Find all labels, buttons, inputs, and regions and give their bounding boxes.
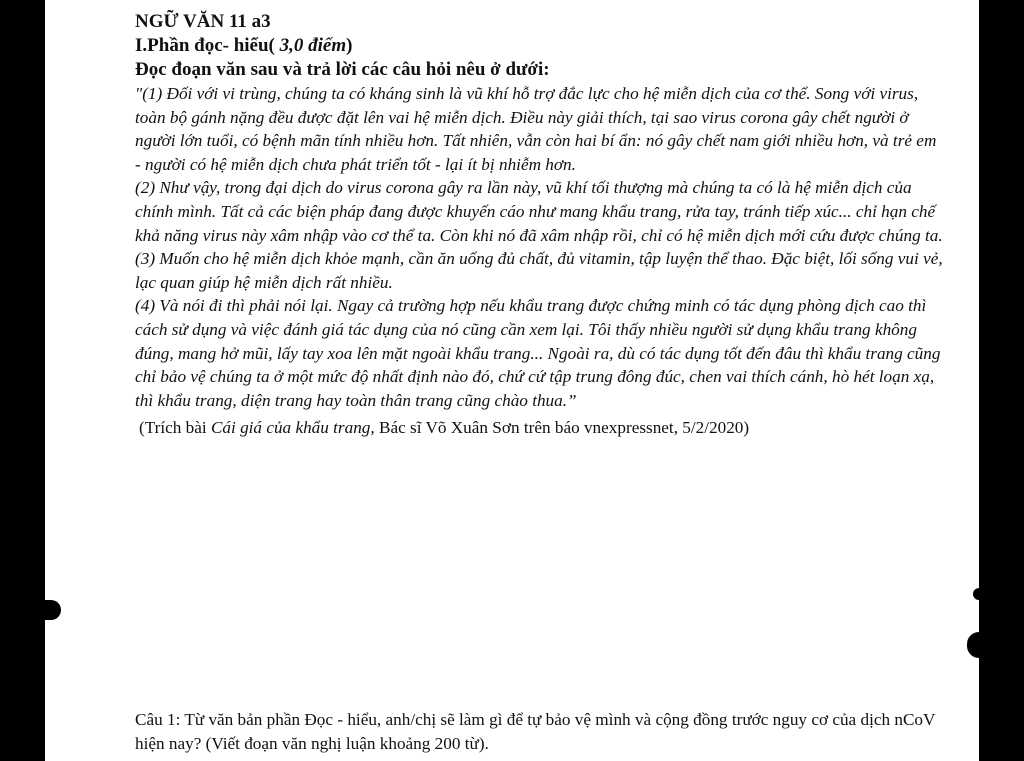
passage-paragraph-4: (4) Và nói đi thì phải nói lại. Ngay cả trường hợp nếu khẩu trang được chứng minh có tác dụng phòng dịch cao thì cách sử dụng và việc đánh giá tác dụng của nó cũng cần xem lại. Tôi thấy nhiều người sử dụng khẩu trang không đúng, mang hở mũi, lấy tay xoa lên mặt ngoài khẩu trang... Ngoài ra, dù có tác dụng tốt đến đâu thì khẩu trang cũng chỉ bảo vệ chúng ta ở một mức độ nhất định nào đó, chứ cứ tập trung đông đúc, chen vai thích cánh, hò hét loạn xạ, thì khẩu trang, diện trang hay toàn thân trang cũng chào thua.” bbox=[135, 296, 941, 410]
reading-instruction: Đọc đoạn văn sau và trả lời các câu hỏi nêu ở dưới: bbox=[135, 59, 550, 80]
section-label: I.Phần đọc- hiểu( bbox=[135, 35, 275, 56]
citation-prefix: (Trích bài bbox=[139, 418, 211, 438]
citation-suffix: Bác sĩ Võ Xuân Sơn trên báo vnexpressnet, 5/2/2020) bbox=[374, 418, 750, 438]
question-1: Câu 1: Từ văn bản phần Đọc - hiểu, anh/chị sẽ làm gì để tự bảo vệ mình và cộng đồng trước nguy cơ của dịch nCoV hiện nay? (Viết đoạn văn nghị luận khoảng 200 từ). bbox=[135, 710, 936, 753]
document-content bbox=[135, 10, 945, 440]
citation-work-title: Cái giá của khẩu trang, bbox=[210, 418, 375, 438]
section-heading bbox=[135, 34, 945, 58]
page-edge-notch bbox=[45, 600, 61, 620]
page-edge-notch bbox=[967, 632, 979, 658]
document-title: NGỮ VĂN 11 a3 bbox=[135, 11, 271, 32]
document-page bbox=[45, 0, 979, 761]
passage-paragraph-3: (3) Muốn cho hệ miễn dịch khỏe mạnh, cần ăn uống đủ chất, đủ vitamin, tập luyện thể thao. Đặc biệt, lối sống vui vẻ, lạc quan giúp hệ miễn dịch rất nhiều. bbox=[135, 249, 943, 292]
section-close: ) bbox=[346, 35, 353, 56]
page-edge-notch bbox=[973, 588, 979, 600]
section-score: 3,0 điểm bbox=[274, 35, 347, 56]
source-citation bbox=[139, 416, 945, 440]
passage-paragraph-1: "(1) Đối với vi trùng, chúng ta có kháng sinh là vũ khí hỗ trợ đắc lực cho hệ miễn dịch của cơ thể. Song với virus, toàn bộ gánh nặng đều được đặt lên vai hệ miễn dịch. Điều này giải thích, tại sao virus corona gây chết người ở người lớn tuổi, có bệnh mãn tính nhiều hơn. Tất nhiên, vẫn còn hai bí ẩn: nó gây chết nam giới nhiều hơn, và trẻ em - người có hệ miễn dịch chưa phát triển tốt - lại ít bị nhiễm hơn. bbox=[135, 84, 937, 174]
passage-paragraph-2: (2) Như vậy, trong đại dịch do virus corona gây ra lần này, vũ khí tối thượng mà chúng ta có là hệ miễn dịch của chính mình. Tất cả các biện pháp đang được khuyến cáo như mang khẩu trang, rửa tay, tránh tiếp xúc... chỉ hạn chế khả năng virus này xâm nhập vào cơ thể ta. Còn khi nó đã xâm nhập rồi, chỉ có hệ miễn dịch mới cứu được chúng ta. bbox=[135, 178, 943, 245]
